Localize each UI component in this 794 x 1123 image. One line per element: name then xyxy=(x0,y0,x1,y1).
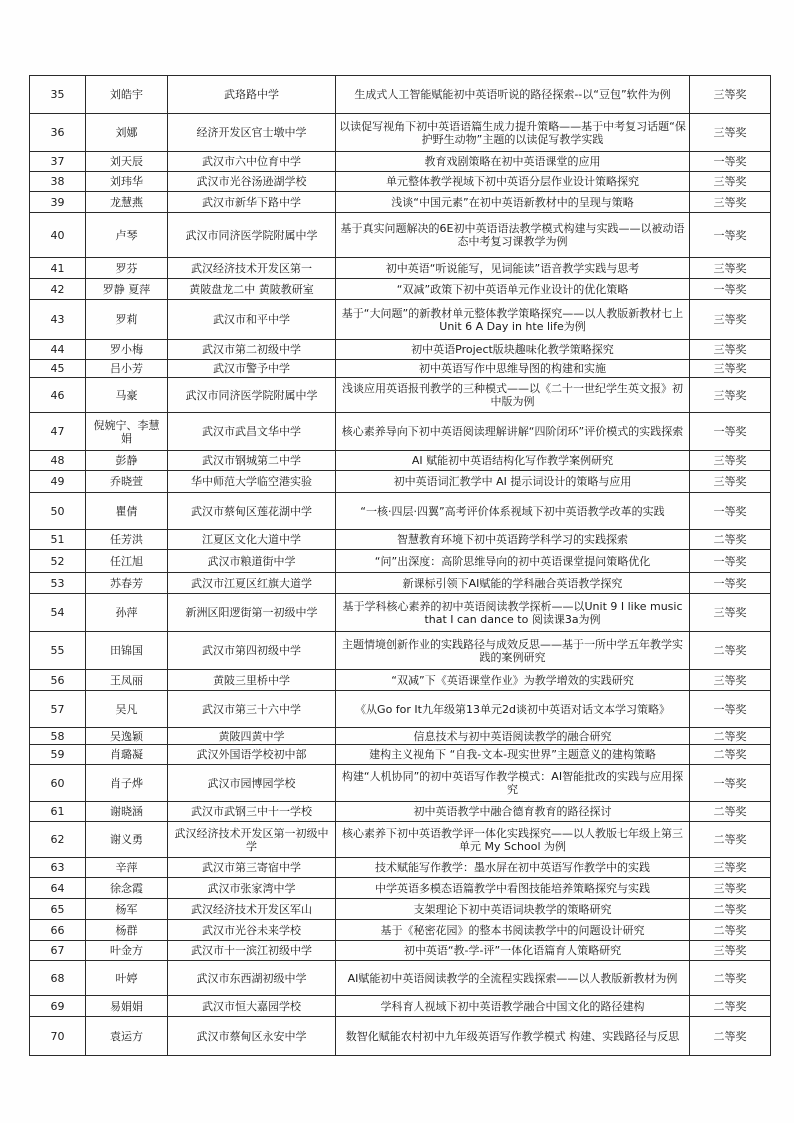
row-school: 武汉市同济医学院附属中学 xyxy=(168,213,336,258)
table-row xyxy=(30,996,771,1017)
row-school: 武汉市蔡甸区永安中学 xyxy=(168,1017,336,1056)
row-school: 武汉市光谷汤逊湖学校 xyxy=(168,172,336,192)
row-school: 武汉市光谷未来学校 xyxy=(168,920,336,941)
row-number: 40 xyxy=(30,213,86,258)
row-number: 49 xyxy=(30,471,86,493)
row-school: 黄陂盘龙二中 黄陂教研室 xyxy=(168,279,336,300)
row-school: 武汉市恒大嘉园学校 xyxy=(168,996,336,1017)
table-row xyxy=(30,691,771,728)
row-paper-title: 教育戏剧策略在初中英语课堂的应用 xyxy=(336,152,690,172)
row-award-level: 一等奖 xyxy=(690,493,771,530)
row-school: 武汉经济技术开发区第一 xyxy=(168,258,336,279)
row-school: 华中师范大学临空港实验 xyxy=(168,471,336,493)
row-name: 杨军 xyxy=(86,899,168,920)
table-row xyxy=(30,550,771,573)
row-name: 叶金方 xyxy=(86,941,168,961)
row-number: 64 xyxy=(30,878,86,899)
row-name: 苏春芳 xyxy=(86,573,168,594)
row-paper-title: 浅谈应用英语报刊教学的三种模式——以《二十一世纪学生英文报》初中版为例 xyxy=(336,378,690,413)
row-name: 肖子烨 xyxy=(86,765,168,802)
row-paper-title: “双减”下《英语课堂作业》为教学增效的实践研究 xyxy=(336,670,690,691)
row-number: 51 xyxy=(30,530,86,550)
row-school: 武汉经济技术开发区军山 xyxy=(168,899,336,920)
row-number: 57 xyxy=(30,691,86,728)
row-name: 乔晓萱 xyxy=(86,471,168,493)
row-paper-title: 《从Go for It九年级第13单元2d谈初中英语对话文本学习策略》 xyxy=(336,691,690,728)
row-school: 江夏区文化大道中学 xyxy=(168,530,336,550)
award-table-body xyxy=(30,76,771,1056)
row-number: 46 xyxy=(30,378,86,413)
row-award-level: 一等奖 xyxy=(690,279,771,300)
row-school: 新洲区阳逻街第一初级中学 xyxy=(168,594,336,632)
row-paper-title: “一核·四层·四翼”高考评价体系视域下初中英语教学改革的实践 xyxy=(336,493,690,530)
row-name: 罗小梅 xyxy=(86,340,168,360)
table-row xyxy=(30,192,771,213)
row-paper-title: 新课标引领下AI赋能的学科融合英语教学探究 xyxy=(336,573,690,594)
row-school: 武汉市第三十六中学 xyxy=(168,691,336,728)
row-school: 武汉市武昌文华中学 xyxy=(168,413,336,451)
row-name: 倪婉宁、李慧娟 xyxy=(86,413,168,451)
row-number: 61 xyxy=(30,802,86,822)
row-name: 易娟娟 xyxy=(86,996,168,1017)
row-paper-title: 中学英语多模态语篇教学中看图技能培养策略探究与实践 xyxy=(336,878,690,899)
table-row xyxy=(30,745,771,765)
row-name: 刘娜 xyxy=(86,114,168,152)
row-paper-title: 学科育人视域下初中英语教学融合中国文化的路径建构 xyxy=(336,996,690,1017)
row-paper-title: 基于真实问题解决的6E初中英语语法教学模式构建与实践——以被动语态中考复习课教学为例 xyxy=(336,213,690,258)
table-row xyxy=(30,413,771,451)
row-name: 卢琴 xyxy=(86,213,168,258)
row-name: 罗芬 xyxy=(86,258,168,279)
row-number: 52 xyxy=(30,550,86,573)
row-number: 65 xyxy=(30,899,86,920)
row-school: 武汉市江夏区红旗大道学 xyxy=(168,573,336,594)
table-row xyxy=(30,471,771,493)
table-row xyxy=(30,822,771,858)
row-name: 徐念霞 xyxy=(86,878,168,899)
row-paper-title: 初中英语教学中融合德育教育的路径探讨 xyxy=(336,802,690,822)
row-award-level: 一等奖 xyxy=(690,413,771,451)
row-award-level: 三等奖 xyxy=(690,114,771,152)
row-name: 谢义勇 xyxy=(86,822,168,858)
table-row xyxy=(30,360,771,378)
row-award-level: 二等奖 xyxy=(690,920,771,941)
row-number: 38 xyxy=(30,172,86,192)
row-award-level: 二等奖 xyxy=(690,961,771,996)
row-award-level: 三等奖 xyxy=(690,941,771,961)
row-name: 辛萍 xyxy=(86,858,168,878)
row-number: 37 xyxy=(30,152,86,172)
table-row xyxy=(30,573,771,594)
row-name: 龙慧燕 xyxy=(86,192,168,213)
row-award-level: 二等奖 xyxy=(690,822,771,858)
row-paper-title: 数智化赋能农村初中九年级英语写作教学模式 构建、实践路径与反思 xyxy=(336,1017,690,1056)
row-paper-title: 以读促写视角下初中英语语篇生成力提升策略——基于中考复习话题“保护野生动物”主题的以读促写教学实践 xyxy=(336,114,690,152)
row-paper-title: 核心素养导向下初中英语阅读理解讲解“四阶闭环”评价模式的实践探索 xyxy=(336,413,690,451)
row-paper-title: 主题情境创新作业的实践路径与成效反思——基于一所中学五年教学实践的案例研究 xyxy=(336,632,690,670)
row-paper-title: 初中英语“教-学-评”一体化语篇育人策略研究 xyxy=(336,941,690,961)
row-number: 47 xyxy=(30,413,86,451)
row-number: 60 xyxy=(30,765,86,802)
row-school: 武汉市新华下路中学 xyxy=(168,192,336,213)
table-row xyxy=(30,765,771,802)
row-school: 武汉市第四初级中学 xyxy=(168,632,336,670)
row-number: 36 xyxy=(30,114,86,152)
row-name: 彭静 xyxy=(86,451,168,471)
row-paper-title: 核心素养下初中英语教学评一体化实践探究——以人教版七年级上第三单元 My School 为例 xyxy=(336,822,690,858)
row-paper-title: 基于“大问题”的新教材单元整体教学策略探究——以人教版新教材七上Unit 6 A Day in hte life为例 xyxy=(336,300,690,340)
row-award-level: 二等奖 xyxy=(690,996,771,1017)
row-award-level: 三等奖 xyxy=(690,670,771,691)
row-paper-title: 单元整体教学视域下初中英语分层作业设计策略探究 xyxy=(336,172,690,192)
row-school: 武汉市张家湾中学 xyxy=(168,878,336,899)
table-row xyxy=(30,594,771,632)
row-award-level: 三等奖 xyxy=(690,192,771,213)
row-number: 67 xyxy=(30,941,86,961)
row-name: 田锦国 xyxy=(86,632,168,670)
row-number: 63 xyxy=(30,858,86,878)
row-award-level: 二等奖 xyxy=(690,632,771,670)
row-number: 69 xyxy=(30,996,86,1017)
table-row xyxy=(30,213,771,258)
row-paper-title: AI赋能初中英语阅读教学的全流程实践探索——以人教版新教材为例 xyxy=(336,961,690,996)
row-school: 武汉市园博园学校 xyxy=(168,765,336,802)
row-paper-title: 基于《秘密花园》的整本书阅读教学中的问题设计研究 xyxy=(336,920,690,941)
row-name: 瞿倩 xyxy=(86,493,168,530)
table-row xyxy=(30,76,771,114)
row-name: 吕小芳 xyxy=(86,360,168,378)
table-row xyxy=(30,728,771,745)
row-number: 62 xyxy=(30,822,86,858)
row-award-level: 三等奖 xyxy=(690,378,771,413)
row-award-level: 一等奖 xyxy=(690,691,771,728)
row-school: 武汉市武钢三中十一学校 xyxy=(168,802,336,822)
row-school: 武汉经济技术开发区第一初级中学 xyxy=(168,822,336,858)
table-row xyxy=(30,632,771,670)
row-name: 罗静 夏萍 xyxy=(86,279,168,300)
table-row xyxy=(30,152,771,172)
row-number: 70 xyxy=(30,1017,86,1056)
row-number: 45 xyxy=(30,360,86,378)
table-row xyxy=(30,670,771,691)
row-school: 武汉外国语学校初中部 xyxy=(168,745,336,765)
row-award-level: 三等奖 xyxy=(690,258,771,279)
row-number: 58 xyxy=(30,728,86,745)
row-award-level: 二等奖 xyxy=(690,1017,771,1056)
row-number: 48 xyxy=(30,451,86,471)
row-number: 53 xyxy=(30,573,86,594)
row-award-level: 一等奖 xyxy=(690,213,771,258)
row-award-level: 二等奖 xyxy=(690,802,771,822)
row-paper-title: 智慧教育环境下初中英语跨学科学习的实践探索 xyxy=(336,530,690,550)
row-school: 武珞路中学 xyxy=(168,76,336,114)
table-row xyxy=(30,340,771,360)
row-name: 杨群 xyxy=(86,920,168,941)
row-award-level: 一等奖 xyxy=(690,152,771,172)
row-award-level: 一等奖 xyxy=(690,765,771,802)
row-award-level: 三等奖 xyxy=(690,878,771,899)
row-award-level: 三等奖 xyxy=(690,300,771,340)
row-award-level: 一等奖 xyxy=(690,550,771,573)
row-name: 吴凡 xyxy=(86,691,168,728)
row-name: 任芳洪 xyxy=(86,530,168,550)
table-row xyxy=(30,114,771,152)
row-award-level: 一等奖 xyxy=(690,573,771,594)
row-paper-title: 生成式人工智能赋能初中英语听说的路径探索--以“豆包”软件为例 xyxy=(336,76,690,114)
row-paper-title: 技术赋能写作教学：墨水屏在初中英语写作教学中的实践 xyxy=(336,858,690,878)
row-school: 武汉市第三寄宿中学 xyxy=(168,858,336,878)
row-school: 武汉市粮道街中学 xyxy=(168,550,336,573)
row-school: 黄陂三里桥中学 xyxy=(168,670,336,691)
row-school: 黄陂四黄中学 xyxy=(168,728,336,745)
row-paper-title: “双减”政策下初中英语单元作业设计的优化策略 xyxy=(336,279,690,300)
row-number: 59 xyxy=(30,745,86,765)
table-row xyxy=(30,899,771,920)
row-paper-title: 基于学科核心素养的初中英语阅读教学探析——以Unit 9 I like music that I can dance to 阅读课3a为例 xyxy=(336,594,690,632)
table-row xyxy=(30,1017,771,1056)
row-award-level: 二等奖 xyxy=(690,745,771,765)
row-name: 谢晓涵 xyxy=(86,802,168,822)
row-award-level: 二等奖 xyxy=(690,530,771,550)
row-name: 叶婷 xyxy=(86,961,168,996)
table-row xyxy=(30,961,771,996)
row-paper-title: 构建“人机协同”的初中英语写作教学模式：AI智能批改的实践与应用探究 xyxy=(336,765,690,802)
row-paper-title: 信息技术与初中英语阅读教学的融合研究 xyxy=(336,728,690,745)
row-school: 武汉市东西湖初级中学 xyxy=(168,961,336,996)
row-name: 刘天辰 xyxy=(86,152,168,172)
row-award-level: 二等奖 xyxy=(690,899,771,920)
row-award-level: 三等奖 xyxy=(690,451,771,471)
row-number: 42 xyxy=(30,279,86,300)
row-award-level: 三等奖 xyxy=(690,360,771,378)
row-school: 武汉市和平中学 xyxy=(168,300,336,340)
table-row xyxy=(30,258,771,279)
row-award-level: 三等奖 xyxy=(690,471,771,493)
row-school: 武汉市蔡甸区莲花湖中学 xyxy=(168,493,336,530)
row-paper-title: 支架理论下初中英语词块教学的策略研究 xyxy=(336,899,690,920)
table-row xyxy=(30,493,771,530)
row-number: 66 xyxy=(30,920,86,941)
table-row xyxy=(30,378,771,413)
row-award-level: 三等奖 xyxy=(690,76,771,114)
row-name: 袁运方 xyxy=(86,1017,168,1056)
row-number: 35 xyxy=(30,76,86,114)
row-school: 武汉市十一滨江初级中学 xyxy=(168,941,336,961)
row-number: 54 xyxy=(30,594,86,632)
row-award-level: 三等奖 xyxy=(690,858,771,878)
table-row xyxy=(30,300,771,340)
row-number: 44 xyxy=(30,340,86,360)
row-name: 肖璐凝 xyxy=(86,745,168,765)
row-name: 孙萍 xyxy=(86,594,168,632)
row-award-level: 三等奖 xyxy=(690,172,771,192)
table-row xyxy=(30,941,771,961)
row-number: 50 xyxy=(30,493,86,530)
table-row xyxy=(30,279,771,300)
row-school: 武汉市第二初级中学 xyxy=(168,340,336,360)
row-name: 吴逸颖 xyxy=(86,728,168,745)
row-name: 王凤丽 xyxy=(86,670,168,691)
row-paper-title: 初中英语词汇教学中 AI 提示词设计的策略与应用 xyxy=(336,471,690,493)
award-table xyxy=(29,75,771,1056)
table-row xyxy=(30,920,771,941)
row-paper-title: AI 赋能初中英语结构化写作教学案例研究 xyxy=(336,451,690,471)
row-school: 武汉市同济医学院附属中学 xyxy=(168,378,336,413)
row-name: 刘玮华 xyxy=(86,172,168,192)
row-name: 刘皓宇 xyxy=(86,76,168,114)
table-row xyxy=(30,878,771,899)
table-row xyxy=(30,802,771,822)
row-number: 43 xyxy=(30,300,86,340)
row-school: 经济开发区官士墩中学 xyxy=(168,114,336,152)
row-number: 56 xyxy=(30,670,86,691)
row-paper-title: 建构主义视角下 “自我-文本-现实世界”主题意义的建构策略 xyxy=(336,745,690,765)
row-school: 武汉市六中位育中学 xyxy=(168,152,336,172)
row-number: 55 xyxy=(30,632,86,670)
row-number: 39 xyxy=(30,192,86,213)
table-row xyxy=(30,530,771,550)
row-paper-title: 初中英语“听说能写，见词能读”语音教学实践与思考 xyxy=(336,258,690,279)
row-paper-title: 浅谈“中国元素”在初中英语新教材中的呈现与策略 xyxy=(336,192,690,213)
row-award-level: 三等奖 xyxy=(690,340,771,360)
table-row xyxy=(30,172,771,192)
row-number: 68 xyxy=(30,961,86,996)
row-paper-title: 初中英语Project版块趣味化教学策略探究 xyxy=(336,340,690,360)
row-school: 武汉市警予中学 xyxy=(168,360,336,378)
row-award-level: 三等奖 xyxy=(690,594,771,632)
row-number: 41 xyxy=(30,258,86,279)
table-row xyxy=(30,858,771,878)
row-name: 马豪 xyxy=(86,378,168,413)
row-name: 任江旭 xyxy=(86,550,168,573)
row-paper-title: “问”出深度：高阶思维导向的初中英语课堂提问策略优化 xyxy=(336,550,690,573)
row-name: 罗莉 xyxy=(86,300,168,340)
row-paper-title: 初中英语写作中思维导图的构建和实施 xyxy=(336,360,690,378)
table-row xyxy=(30,451,771,471)
row-award-level: 二等奖 xyxy=(690,728,771,745)
row-school: 武汉市钢城第二中学 xyxy=(168,451,336,471)
